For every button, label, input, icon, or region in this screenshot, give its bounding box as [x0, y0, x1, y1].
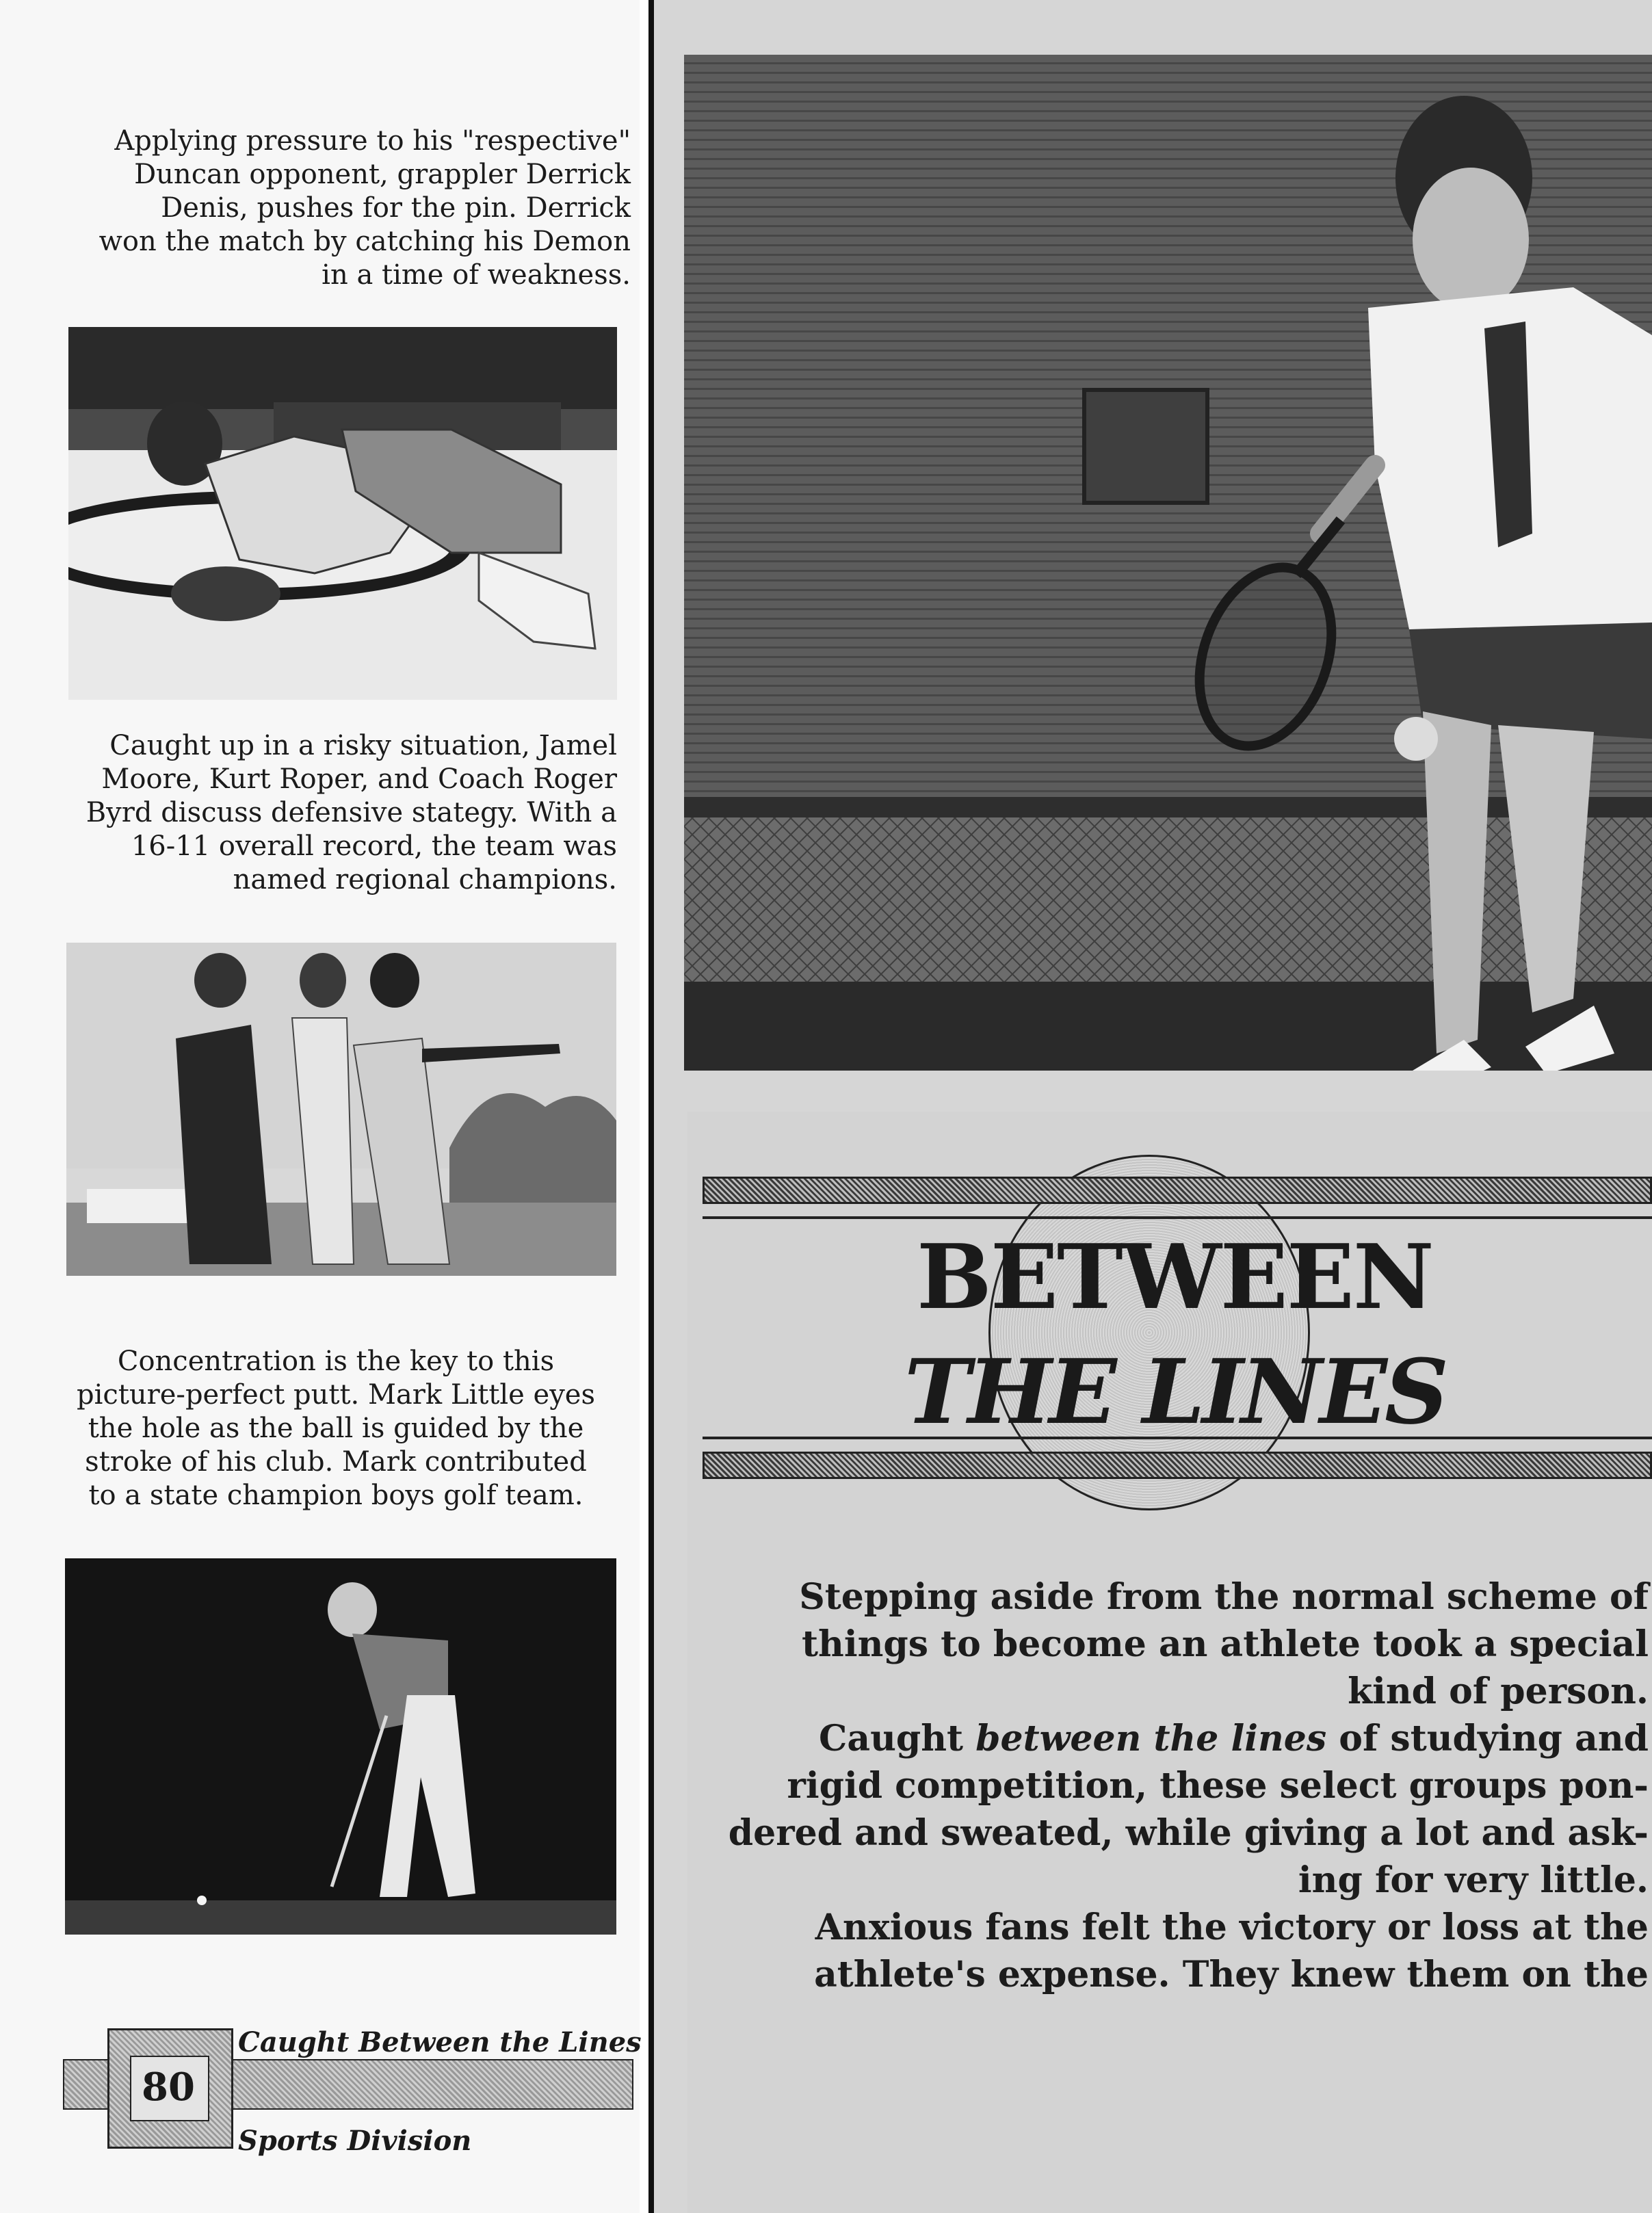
- intro-emphasis: between the lines: [975, 1718, 1327, 1759]
- intro-line: kind of person.: [1348, 1671, 1649, 1712]
- caption-line: Denis, pushes for the pin. Derrick: [161, 192, 631, 224]
- intro-line: dered and sweated, while giving a lot and ask-: [728, 1812, 1649, 1854]
- intro-line: Stepping aside from the normal scheme of: [799, 1576, 1649, 1618]
- title-rule-bottom: [703, 1452, 1652, 1479]
- caption-line: Duncan opponent, grappler Derrick: [134, 159, 631, 190]
- caption-line: picture-perfect putt. Mark Little eyes: [77, 1379, 595, 1411]
- caption-line: Caught up in a risky situation, Jamel: [109, 730, 617, 761]
- column-divider: [648, 0, 654, 2213]
- intro-line: athlete's expense. They knew them on the: [814, 1954, 1649, 1995]
- headline-line-2: THE LINES: [904, 1339, 1446, 1444]
- intro-line: ing for very little.: [1298, 1859, 1649, 1901]
- headline-line-1: BETWEEN: [917, 1225, 1433, 1329]
- caption-line: Applying pressure to his "respective": [114, 125, 631, 157]
- section-title: Caught Between the Lines: [238, 2026, 642, 2058]
- intro-text: [711, 1573, 1649, 1998]
- caption-line: to a state champion boys golf team.: [88, 1480, 584, 1511]
- intro-line: of studying and: [1326, 1718, 1649, 1759]
- intro-line: rigid competition, these select groups pon-: [787, 1765, 1649, 1807]
- wrestling-caption: [68, 125, 631, 292]
- baseball-illustration: [66, 943, 616, 1276]
- intro-line: Anxious fans felt the victory or loss at the: [815, 1907, 1649, 1948]
- caption-line: won the match by catching his Demon: [99, 226, 631, 257]
- caption-line: in a time of weakness.: [322, 259, 631, 291]
- wrestling-photo: [68, 327, 617, 700]
- caption-line: named regional champions.: [233, 864, 617, 895]
- caption-line: Byrd discuss defensive stategy. With a: [86, 797, 617, 828]
- intro-paragraph-1: [711, 1573, 1649, 1715]
- tennis-illustration: [684, 55, 1652, 1071]
- golf-caption: [55, 1345, 617, 1513]
- intro-line: Caught: [818, 1718, 976, 1759]
- intro-paragraph-2: [711, 1715, 1649, 1904]
- intro-paragraph-3: [711, 1904, 1649, 1998]
- caption-line: Concentration is the key to this: [117, 1346, 555, 1377]
- golf-illustration: [65, 1558, 616, 1935]
- division-label: Sports Division: [238, 2125, 472, 2157]
- golf-photo: [65, 1558, 616, 1935]
- title-rule-top: [703, 1177, 1652, 1204]
- caption-line: Moore, Kurt Roper, and Coach Roger: [101, 763, 617, 795]
- tennis-photo: [684, 55, 1652, 1071]
- wrestling-illustration: [68, 327, 617, 700]
- caption-line: stroke of his club. Mark contributed: [85, 1446, 587, 1478]
- baseball-caption: [55, 729, 617, 897]
- page-number: 80: [142, 2065, 195, 2110]
- caption-line: 16-11 overall record, the team was: [131, 830, 617, 862]
- baseball-photo: [66, 943, 616, 1276]
- caption-line: the hole as the ball is guided by the: [88, 1413, 584, 1444]
- intro-line: things to become an athlete took a special: [802, 1623, 1649, 1665]
- title-rule-top-line: [703, 1216, 1652, 1219]
